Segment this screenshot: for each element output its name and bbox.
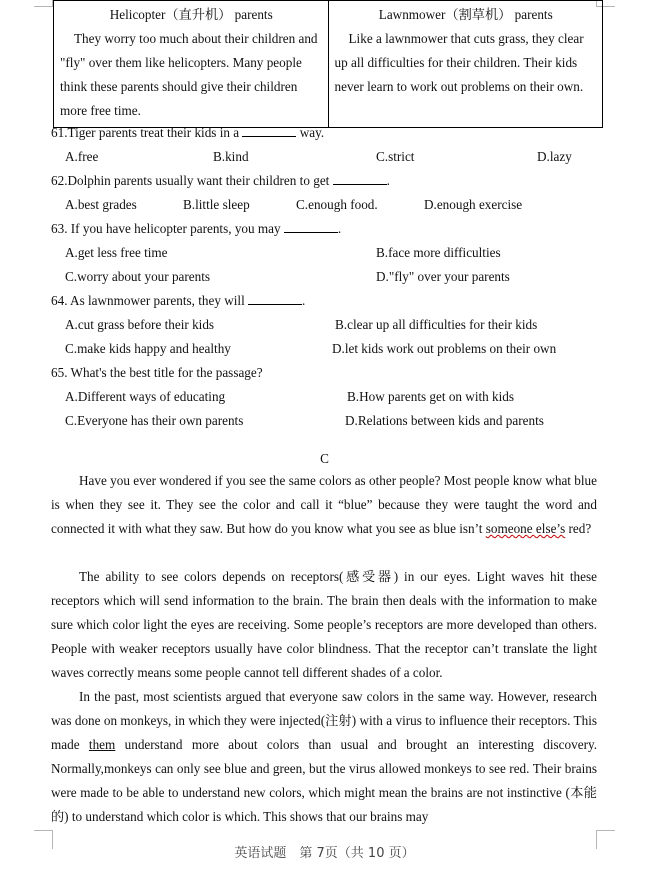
question-62-option-b: B.little sleep	[183, 197, 250, 212]
paragraph-1-text: Have you ever wondered if you see the same colors as other people? Most people know what blue is when they see it. They see the color and call it “blue” because they were taught the word and connected it with what they saw. But how do you know what you see as blue isn’t	[51, 473, 597, 536]
question-65-option-a: A.Different ways of educating	[65, 389, 226, 404]
lawnmower-parents-cell	[328, 1, 603, 128]
question-63-stem-end: .	[337, 221, 342, 236]
question-65-option-b: B.How parents get on with kids	[347, 389, 515, 404]
lawnmower-parents-description: Like a lawnmower that cuts grass, they clear up all difficulties for their children. Their kids never learn to work out problems on their own.	[334, 31, 584, 94]
question-65-option-c: C.Everyone has their own parents	[65, 413, 244, 428]
answer-blank	[284, 220, 338, 233]
question-61-option-a: A.free	[65, 149, 99, 164]
page-footer: 英语试题 第 7页（共 10 页）	[234, 846, 415, 861]
passage-paragraph-2: The ability to see colors depends on receptors(感受器) in our eyes. Light waves hit these receptors which will send information to the brain. The brain then deals with the information to make sure which color light the eyes are receiving. Some people’s receptors are more developed than others. People with weaker receptors usually have color blindness. That the receptor can’t translate the light waves correctly means some people cannot tell different shades of a color.	[51, 569, 597, 680]
question-64-option-d: D.let kids work out problems on their own	[332, 341, 557, 356]
question-61-stem: 61.Tiger parents treat their kids in a	[51, 125, 243, 140]
question-61-option-b: B.kind	[213, 149, 249, 164]
parent-types-table	[53, 0, 603, 128]
lawnmower-parents-heading: Lawnmower（割草机） parents	[378, 7, 553, 22]
question-64-option-b: B.clear up all difficulties for their kids	[335, 317, 538, 332]
section-label: C	[320, 451, 329, 466]
answer-blank	[248, 292, 302, 305]
question-62-option-d: D.enough exercise	[424, 197, 523, 212]
question-61-option-d: D.lazy	[537, 149, 572, 164]
question-62-option-a: A.best grades	[65, 197, 137, 212]
passage-paragraph-1	[51, 469, 597, 541]
question-62	[51, 171, 390, 191]
question-65-stem: 65. What's the best title for the passage?	[51, 365, 263, 380]
paragraph-3-text: In the past, most scientists argued that everyone saw colors in the same way. However, research was done on monkeys, in which they were injected(注射) with a virus to influence their receptors. This made	[51, 689, 597, 752]
question-61-option-c: C.strict	[376, 149, 415, 164]
question-64-option-c: C.make kids happy and healthy	[65, 341, 231, 356]
paragraph-3-rest: understand more about colors than usual and brought an interesting discovery. Normally,monkeys can only see blue and green, but the virus allowed monkeys to see red. Their brains were made to be able to understand new colors, which might mean the brains are not instinctive (本能的) to understand which color is which. This shows that our brains may	[51, 737, 597, 824]
corner-mark-top-left	[34, 0, 53, 7]
question-63	[51, 219, 341, 239]
underlined-word: them	[88, 737, 116, 752]
question-63-option-b: B.face more difficulties	[376, 245, 501, 260]
helicopter-parents-description: They worry too much about their children and "fly" over them like helicopters. Many people think these parents should give their children more free time.	[60, 31, 318, 118]
question-63-option-a: A.get less free time	[65, 245, 168, 260]
paragraph-1-end: red?	[565, 521, 592, 536]
question-65-option-d: D.Relations between kids and parents	[345, 413, 544, 428]
question-62-stem-end: .	[386, 173, 390, 188]
passage-paragraph-3	[51, 685, 597, 829]
helicopter-parents-cell	[54, 1, 329, 128]
question-64-stem: 64. As lawnmower parents, they will	[51, 293, 249, 308]
spellcheck-flagged-text: someone else’s	[485, 521, 566, 536]
question-63-option-d: D."fly" over your parents	[376, 269, 510, 284]
question-64-option-a: A.cut grass before their kids	[65, 317, 215, 332]
question-61-stem-end: way.	[296, 125, 325, 140]
question-64-stem-end: .	[302, 293, 306, 308]
question-62-stem: 62.Dolphin parents usually want their children to get	[51, 173, 333, 188]
question-61	[51, 123, 324, 143]
answer-blank	[333, 172, 387, 185]
answer-blank	[242, 124, 296, 137]
helicopter-parents-heading: Helicopter（直升机） parents	[109, 7, 273, 22]
question-62-option-c: C.enough food.	[296, 197, 378, 212]
question-64	[51, 291, 305, 311]
question-63-option-c: C.worry about your parents	[65, 269, 211, 284]
question-63-stem: 63. If you have helicopter parents, you may	[51, 221, 284, 236]
question-65	[51, 363, 263, 383]
